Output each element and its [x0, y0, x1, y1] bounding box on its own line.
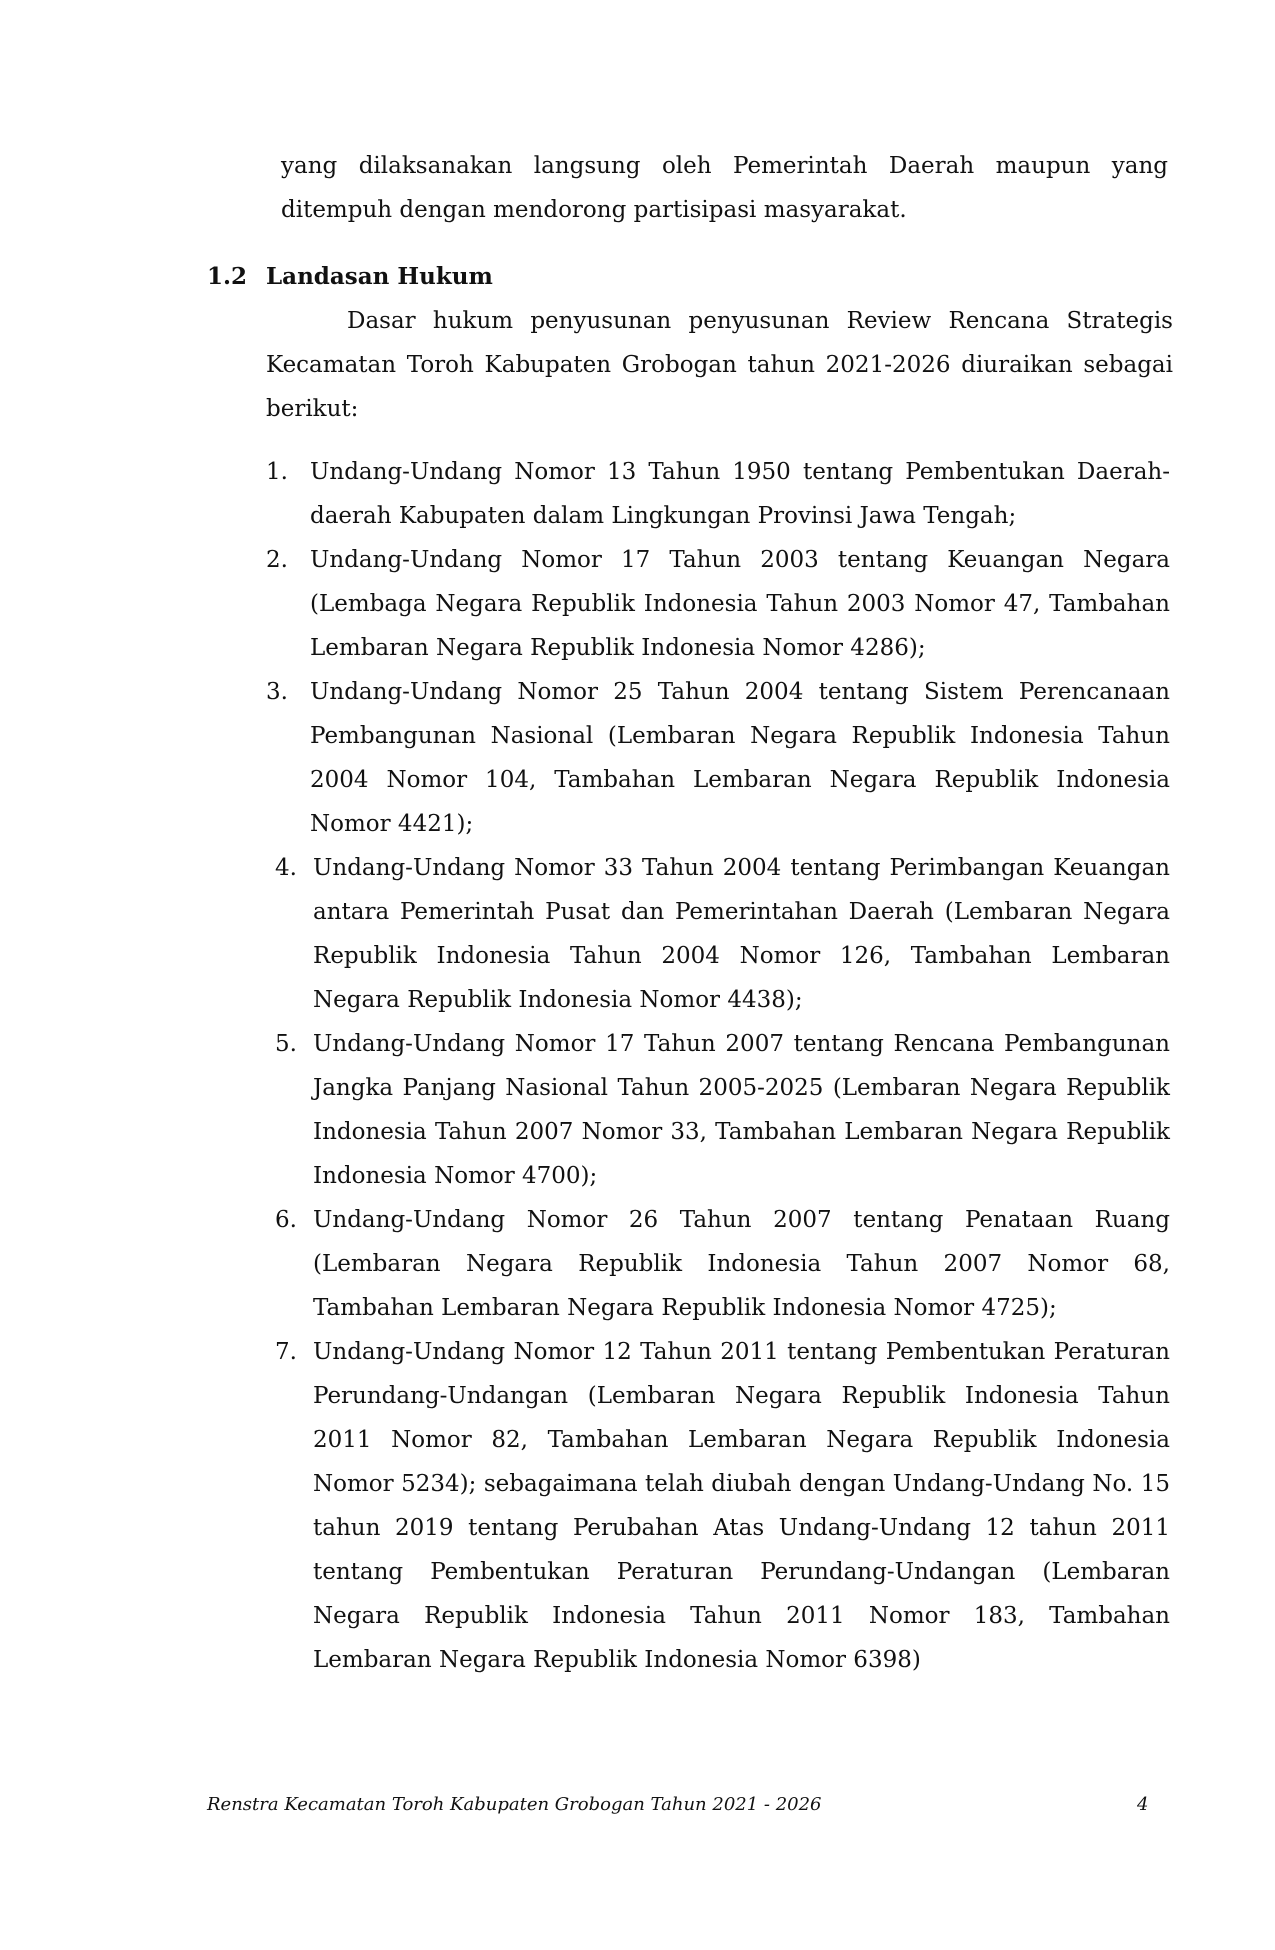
law-item-number: 2. — [266, 547, 288, 573]
law-item — [266, 670, 1170, 846]
footer-title: Renstra Kecamatan Toroh Kabupaten Grobogan Tahun 2021 - 2026 — [207, 1794, 822, 1815]
law-item-number: 4. — [275, 855, 297, 881]
law-item-text: Undang-Undang Nomor 17 Tahun 2007 tentang Rencana Pembangunan Jangka Panjang Nasional Tahun 2005-2025 (Lembaran Negara Republik Indonesia Tahun 2007 Nomor 33, Tambahan Lembaran Negara Republik Indonesia Nomor 4700); — [313, 1031, 1170, 1189]
law-item-number: 6. — [275, 1207, 297, 1233]
law-item — [266, 846, 1170, 1022]
law-item — [266, 538, 1170, 670]
law-item-text: Undang-Undang Nomor 26 Tahun 2007 tentang Penataan Ruang (Lembaran Negara Republik Indonesia Tahun 2007 Nomor 68, Tambahan Lembaran Negara Republik Indonesia Nomor 4725); — [313, 1207, 1170, 1321]
law-item — [266, 1330, 1170, 1682]
section-heading — [207, 255, 493, 299]
law-item-text: Undang-Undang Nomor 17 Tahun 2003 tentang Keuangan Negara (Lembaga Negara Republik Indonesia Tahun 2003 Nomor 47, Tambahan Lembaran Negara Republik Indonesia Nomor 4286); — [310, 547, 1170, 661]
law-item-number: 5. — [275, 1031, 297, 1057]
page-number: 4 — [1137, 1794, 1149, 1815]
law-item — [266, 1198, 1170, 1330]
law-item — [266, 450, 1170, 538]
section-title: Landasan Hukum — [266, 263, 493, 290]
law-item-text: Undang-Undang Nomor 33 Tahun 2004 tentang Perimbangan Keuangan antara Pemerintah Pusat dan Pemerintahan Daerah (Lembaran Negara Republik Indonesia Tahun 2004 Nomor 126, Tambahan Lembaran Negara Republik Indonesia Nomor 4438); — [313, 855, 1170, 1013]
law-list — [266, 450, 1170, 1682]
law-item-number: 3. — [266, 679, 288, 705]
law-item-text: Undang-Undang Nomor 13 Tahun 1950 tentang Pembentukan Daerah-daerah Kabupaten dalam Lingkungan Provinsi Jawa Tengah; — [310, 459, 1170, 529]
lead-paragraph: Dasar hukum penyusunan penyusunan Review Rencana Strategis Kecamatan Toroh Kabupaten Grobogan tahun 2021-2026 diuraikan sebagai berikut: — [266, 308, 1173, 422]
intro-paragraph: yang dilaksanakan langsung oleh Pemerintah Daerah maupun yang ditempuh dengan mendorong partisipasi masyarakat. — [281, 153, 1168, 223]
law-item-text: Undang-Undang Nomor 12 Tahun 2011 tentang Pembentukan Peraturan Perundang-Undangan (Lembaran Negara Republik Indonesia Tahun 2011 Nomor 82, Tambahan Lembaran Negara Republik Indonesia Nomor 5234); sebagaimana telah diubah dengan Undang-Undang No. 15 tahun 2019 tentang Perubahan Atas Undang-Undang 12 tahun 2011 tentang Pembentukan Peraturan Perundang-Undangan (Lembaran Negara Republik Indonesia Tahun 2011 Nomor 183, Tambahan Lembaran Negara Republik Indonesia Nomor 6398) — [313, 1339, 1170, 1673]
law-item — [266, 1022, 1170, 1198]
section-number: 1.2 — [207, 263, 248, 290]
law-item-text: Undang-Undang Nomor 25 Tahun 2004 tentang Sistem Perencanaan Pembangunan Nasional (Lembaran Negara Republik Indonesia Tahun 2004 Nomor 104, Tambahan Lembaran Negara Republik Indonesia Nomor 4421); — [310, 679, 1170, 837]
law-item-number: 7. — [275, 1339, 297, 1365]
law-item-number: 1. — [266, 459, 288, 485]
